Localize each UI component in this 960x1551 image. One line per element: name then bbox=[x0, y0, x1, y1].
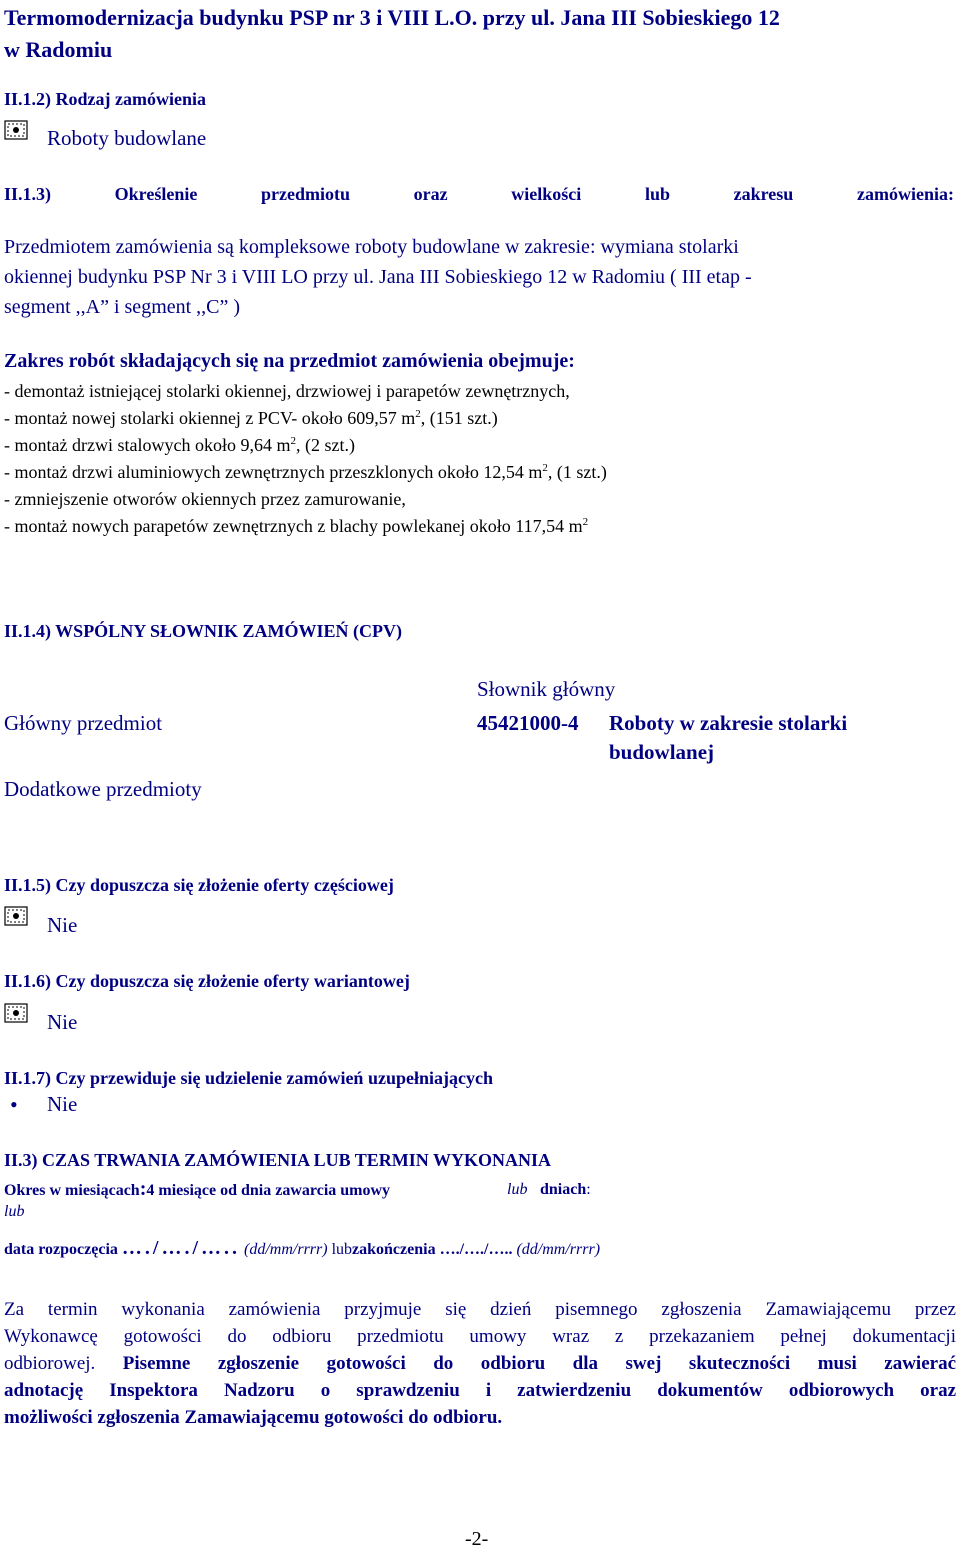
cpv-description-line-2: budowlanej bbox=[609, 740, 715, 764]
scope-item: - montaż nowej stolarki okiennej z PCV- około 609,57 $m^2$, (151 szt.) bbox=[4, 408, 498, 428]
days-row: dniach: bbox=[540, 1181, 591, 1198]
or-label: lub bbox=[507, 1181, 528, 1198]
oferta-czesciowa-value: Nie bbox=[47, 913, 78, 937]
end-value: …./…./….. bbox=[439, 1241, 513, 1258]
scope-heading: Zakres robót składających się na przedmiot zamówienia obejmuje: bbox=[4, 350, 575, 372]
section-heading-rodzaj: II.1.2) Rodzaj zamówienia bbox=[4, 89, 206, 109]
cpv-main-label: Główny przedmiot bbox=[4, 711, 163, 735]
heading-word: wielkości bbox=[511, 184, 582, 204]
days-label: dniach bbox=[540, 1181, 587, 1198]
cpv-extra-label: Dodatkowe przedmioty bbox=[4, 777, 202, 801]
page-number: -2- bbox=[465, 1528, 489, 1550]
final-line: Wykonawcę gotowości do odbioru przedmiotu umowy wraz z przekazaniem pełnej dokumentacji bbox=[4, 1326, 956, 1347]
heading-word: II.1.3) bbox=[4, 184, 52, 204]
final-line: możliwości zgłoszenia Zamawiającemu gotowości do odbioru. bbox=[4, 1407, 503, 1428]
or-label: lub bbox=[331, 1241, 353, 1258]
months-label: Okres w miesiącach bbox=[4, 1182, 140, 1199]
section-heading-okreslenie bbox=[4, 184, 954, 205]
document-title bbox=[4, 2, 944, 66]
start-label: data rozpoczęcia bbox=[4, 1241, 118, 1258]
or-label: lub bbox=[4, 1203, 25, 1220]
dates-row bbox=[4, 1237, 600, 1260]
final-line: Za termin wykonania zamówienia przyjmuje się dzień pisemnego zgłoszenia Zamawiającemu przez bbox=[4, 1299, 956, 1320]
date-format: (dd/mm/rrrr) bbox=[244, 1241, 328, 1258]
heading-word: oraz bbox=[413, 184, 448, 204]
section-heading-oferta-czesciowa: II.1.5) Czy dopuszcza się złożenie oferty częściowej bbox=[4, 875, 394, 895]
scope-item: - zmniejszenie otworów okiennych przez zamurowanie, bbox=[4, 489, 406, 509]
months-row: Okres w miesiącach:4 miesiące od dnia zawarcia umowy bbox=[4, 1178, 391, 1200]
heading-word: przedmiotu bbox=[261, 184, 350, 204]
final-line: adnotację Inspektora Nadzoru o sprawdzeniu i zatwierdzeniu dokumentów odbiorowych oraz bbox=[4, 1380, 956, 1401]
heading-word: zakresu bbox=[733, 184, 794, 204]
scope-item: - montaż nowych parapetów zewnętrznych z blachy powlekanej około 117,54 $m^2$ bbox=[4, 516, 589, 536]
description-line-2: okiennej budynku PSP Nr 3 i VIII LO przy ul. Jana III Sobieskiego 12 w Radomiu ( III etap - bbox=[4, 266, 752, 288]
heading-word: lub bbox=[644, 184, 670, 204]
section-heading-cpv: II.1.4) WSPÓLNY SŁOWNIK ZAMÓWIEŃ (CPV) bbox=[4, 621, 403, 641]
section-heading-zamowienia-uzupelniajace: II.1.7) Czy przewiduje się udzielenie zamówień uzupełniających bbox=[4, 1068, 493, 1088]
final-line: odbiorowej. Pisemne zgłoszenie gotowości do odbioru dla swej skuteczności musi zawierać bbox=[4, 1353, 956, 1374]
months-value: 4 miesiące od dnia zawarcia umowy bbox=[146, 1182, 391, 1199]
end-label: zakończenia bbox=[352, 1241, 436, 1258]
oferta-wariantowa-value: Nie bbox=[47, 1010, 78, 1034]
description-line-1: Przedmiotem zamówienia są kompleksowe roboty budowlane w zakresie: wymiana stolarki bbox=[4, 236, 739, 258]
zamowienia-uzupelniajace-value: Nie bbox=[47, 1092, 78, 1116]
section-heading-czas-trwania: II.3) CZAS TRWANIA ZAMÓWIENIA LUB TERMIN WYKONANIA bbox=[4, 1150, 551, 1170]
final-paragraph bbox=[4, 1296, 956, 1431]
cpv-description-line-1: Roboty w zakresie stolarki bbox=[609, 711, 848, 735]
scope-item: - montaż drzwi aluminiowych zewnętrznych przeszklonych około 12,54 $m^2$, (1 szt.) bbox=[4, 462, 607, 482]
description-line-3: segment ,,A” i segment ,,C” ) bbox=[4, 296, 241, 318]
section-heading-oferta-wariantowa: II.1.6) Czy dopuszcza się złożenie oferty wariantowej bbox=[4, 971, 410, 991]
date-format: (dd/mm/rrrr) bbox=[516, 1241, 601, 1258]
checkbox-icon bbox=[4, 906, 28, 926]
heading-word: zamówienia: bbox=[856, 184, 954, 204]
title-line-1: Termomodernizacja budynku PSP nr 3 i VIII L.O. przy ul. Jana III Sobieskiego 12 bbox=[4, 5, 780, 30]
rodzaj-value: Roboty budowlane bbox=[47, 126, 207, 150]
scope-item: - montaż drzwi stalowych około 9,64 $m^2$, (2 szt.) bbox=[4, 435, 355, 455]
scope-item: - demontaż istniejącej stolarki okiennej, drzwiowej i parapetów zewnętrznych, bbox=[4, 381, 570, 401]
heading-word: Określenie bbox=[114, 184, 198, 204]
start-value: …./…./….. bbox=[121, 1237, 241, 1259]
cpv-dict-label: Słownik główny bbox=[477, 677, 616, 701]
cpv-code: 45421000-4 bbox=[477, 711, 579, 735]
title-line-2: w Radomiu bbox=[4, 37, 113, 62]
bullet-icon: • bbox=[10, 1092, 18, 1117]
checkbox-icon bbox=[4, 1003, 28, 1023]
checkbox-icon bbox=[4, 120, 28, 140]
